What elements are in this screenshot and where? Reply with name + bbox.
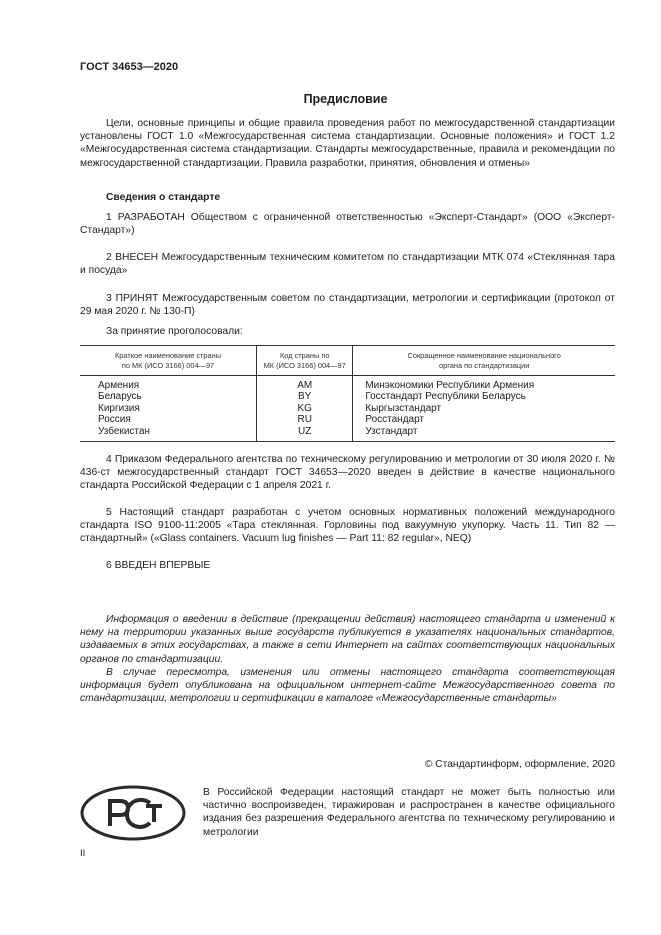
standards-body: Кыргызстандарт xyxy=(365,402,442,414)
document-code: ГОСТ 34653—2020 xyxy=(80,61,179,73)
info-heading: Сведения о стандарте xyxy=(106,192,221,203)
country-code: KG xyxy=(297,402,312,414)
copyright-notice-text: В Российской Федерации настоящий стандарт не может быть полностью или частично воспроизведен, тиражирован и распространен в качестве официального издания без разрешения Федерального агентства по техническому регулированию и метрологии xyxy=(203,787,615,838)
voted-label: За принятие проголосовали: xyxy=(106,326,243,337)
standards-body: Узстандарт xyxy=(365,425,418,437)
standards-body: Госстандарт Республики Беларусь xyxy=(365,391,526,403)
item-4-text: 4 Приказом Федерального агентства по техническому регулированию и метрологии от 30 июля 2020 г. № 436-ст межгосударственный стандарт ГОСТ 34653—2020 введен в действие в качестве национального стандарта Российской Федерации с 1 апреля 2021 г. xyxy=(80,454,615,492)
country-name: Киргизия xyxy=(98,402,140,414)
country-name: Армения xyxy=(98,380,140,391)
rst-certification-mark-icon xyxy=(80,784,186,842)
country-name: Узбекистан xyxy=(98,425,150,437)
table-row xyxy=(80,376,615,442)
country-code: UZ xyxy=(298,425,312,437)
item-6: 6 ВВЕДЕН ВПЕРВЫЕ xyxy=(106,560,211,571)
item-1-text: 1 РАЗРАБОТАН Обществом с ограниченной ответственностью «Эксперт-Стандарт» (ООО «Эксперт-Стандарт») xyxy=(80,212,615,237)
item-1 xyxy=(80,211,615,237)
item-3-text: 3 ПРИНЯТ Межгосударственным советом по стандартизации, метрологии и сертификации (протокол от 29 мая 2020 г. № 130-П) xyxy=(80,293,615,318)
column-header-country: Краткое наименование страны по МК (ИСО 3166) 004—97 xyxy=(80,346,257,376)
standards-body: Минэкономики Республики Армения xyxy=(365,380,535,391)
country-name: Россия xyxy=(98,414,131,426)
italic-info-1 xyxy=(80,613,615,666)
country-code: RU xyxy=(297,414,312,426)
item-5-text: 5 Настоящий стандарт разработан с учетом основных нормативных положений международного стандарта ISO 9100-11:2005 «Тара стеклянная. Горловины под вакуумную укупорку. Часть 11. Тип 82 — стандартный» («Glass containers. Vacuum lug finishes — Part 11: 82 regular», NEQ) xyxy=(80,507,615,545)
country-names-cell xyxy=(80,376,257,442)
item-5 xyxy=(80,506,615,546)
page-title: Предисловие xyxy=(303,92,388,106)
copyright-notice xyxy=(203,786,615,839)
column-header-code: Код страны по МК (ИСО 3166) 004—97 xyxy=(257,346,353,376)
copyright-line: © Стандартинформ, оформление, 2020 xyxy=(424,759,615,770)
country-codes-cell xyxy=(257,376,353,442)
intro-paragraph xyxy=(80,117,615,170)
page-number: II xyxy=(80,848,86,859)
item-3 xyxy=(80,292,615,318)
column-header-body: Сокращенное наименование национального органа по стандартизации xyxy=(353,346,615,376)
italic-info-1-text: Информация о введении в действие (прекращении действия) настоящего стандарта и изменений к нему на территории указанных выше государств публикуется в указателях национальных стандартов, издаваемых в этих государствах, а также в сети Интернет на сайтах соответствующих национальных органов по стандартизации. xyxy=(80,614,615,665)
item-4 xyxy=(80,453,615,493)
italic-info-2 xyxy=(80,666,615,706)
table-header-row xyxy=(80,346,615,376)
intro-text: Цели, основные принципы и общие правила проведения работ по межгосударственной стандартизации установлены ГОСТ 1.0 «Межгосударственная система стандартизации. Основные положения» и ГОСТ 1.2 «Межгосударственная система стандартизации. Стандарты межгосударственные, правила и рекомендации по межгосударственной стандартизации. Правила разработки, принятия, обновления и отмены» xyxy=(80,118,615,169)
standards-body: Росстандарт xyxy=(365,414,425,426)
item-2-text: 2 ВНЕСЕН Межгосударственным техническим комитетом по стандартизации МТК 074 «Стеклянная тара и посуда» xyxy=(80,252,615,277)
voting-table xyxy=(80,345,615,442)
country-code: BY xyxy=(298,391,312,403)
italic-info-2-text: В случае пересмотра, изменения или отмены настоящего стандарта соответствующая информация будет опубликована на официальном интернет-сайте Межгосударственного совета по стандартизации, метрологии и сертификации в каталоге «Межгосударственные стандарты» xyxy=(80,667,615,705)
country-code: AM xyxy=(297,380,313,391)
standards-bodies-cell xyxy=(353,376,615,442)
country-name: Беларусь xyxy=(98,391,142,403)
item-2 xyxy=(80,251,615,277)
